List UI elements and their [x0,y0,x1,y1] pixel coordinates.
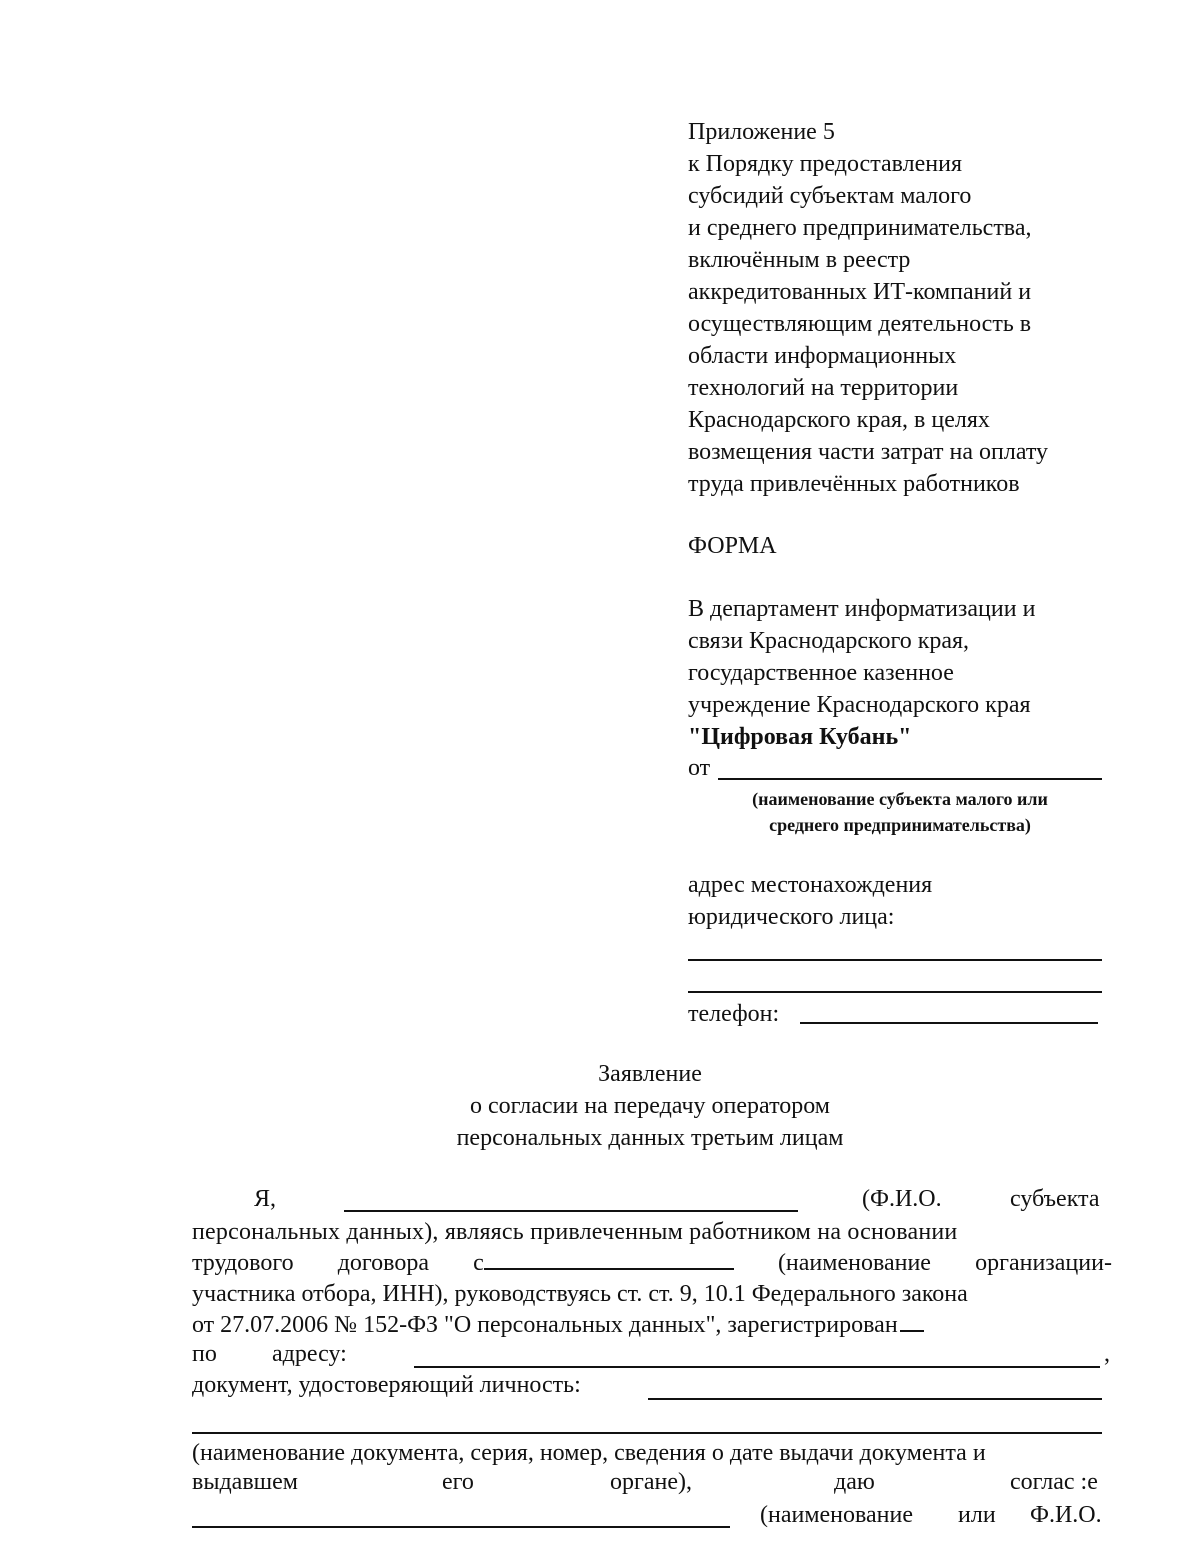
statement-title [0,1058,1200,1154]
from-underline [718,778,1102,780]
address-underline [688,959,1102,961]
appendix-line: области информационных [688,343,957,369]
address-label [688,869,1118,933]
body-l1-b: (Ф.И.О. [862,1186,942,1212]
appendix-line: Приложение 5 [688,119,835,145]
appendix-line: субсидий субъектам малого [688,183,972,209]
employer-blank [484,1250,734,1270]
appendix-line: и среднего предпринимательства, [688,215,1032,241]
addressee-line: учреждение Краснодарского края [688,692,1031,718]
body-l6-b: адресу: [272,1341,347,1367]
body-line: (наименование документа, серия, номер, сведения о дате выдачи документа и [192,1440,986,1466]
body-line: участника отбора, ИНН), руководствуясь ст. ст. 9, 10.1 Федерального закона [192,1281,968,1307]
appendix-line: к Порядку предоставления [688,151,963,177]
body-l10-b: его [442,1469,474,1495]
body-l10-e: соглас :е [1010,1469,1098,1495]
appendix-line: осуществляющим деятельность в [688,311,1032,337]
appendix-line: включённым в реестр [688,247,911,273]
appendix-line: аккредитованных ИТ-компаний и [688,279,1032,305]
from-note-line: (наименование субъекта малого или [752,789,1048,809]
appendix-line: Краснодарского края, в целях [688,407,990,433]
id-document-blank-2 [192,1432,1102,1434]
address-label-line: адрес местонахождения [688,872,933,898]
body-word: (наименование [777,1250,931,1276]
address-label-line: юридического лица: [688,904,895,930]
addressee-line: "Цифровая Кубань" [688,724,912,750]
body-l6-end: , [1104,1341,1110,1367]
from-note-line: среднего предпринимательства) [769,815,1031,835]
phone-underline [800,1022,1098,1024]
statement-title-line: Заявление [598,1061,702,1087]
addressee-line: государственное казенное [688,660,954,686]
body-l6-a: по [192,1341,217,1367]
fio-underline [344,1210,798,1212]
statement-title-line: персональных данных третьим лицам [456,1125,844,1151]
body-l11-b: или [958,1502,996,1528]
body-word: договора [337,1250,429,1276]
body-word: трудового [192,1250,294,1276]
operator-blank [192,1526,730,1528]
statement-title-line: о согласии на передачу оператором [470,1093,830,1119]
body-line [192,1310,1112,1341]
body-l10-a: выдавшем [192,1469,298,1495]
from-note [700,786,1100,838]
body-l7-a: документ, удостоверяющий личность: [192,1372,581,1398]
body-line: персональных данных), являясь привлеченным работником на основании [192,1219,958,1245]
body-l11-a: (наименование [760,1502,914,1528]
body-word-with-blank [473,1248,734,1279]
body-l1-a: Я, [254,1186,277,1212]
phone-label: телефон: [688,1001,780,1027]
form-label: ФОРМА [688,533,777,559]
gender-blank [900,1312,924,1332]
appendix-line: возмещения части затрат на оплату [688,439,1049,465]
addressee-line: В департамент информатизации и [688,596,1036,622]
body-word: организации- [975,1250,1112,1276]
body-l10-c: органе), [610,1469,692,1495]
body-line [192,1248,1112,1279]
id-document-blank [648,1398,1102,1400]
addressee-line: связи Краснодарского края, [688,628,970,654]
body-word: с [473,1250,484,1276]
body-l10-d: даю [834,1469,875,1495]
appendix-line: технологий на территории [688,375,959,401]
body-text-segment: от 27.07.2006 № 152-ФЗ "О персональных данных", зарегистрирован [192,1312,898,1338]
appendix-line: труда привлечённых работников [688,471,1020,497]
address-blank [414,1366,1100,1368]
body-l1-c: субъекта [1010,1186,1100,1212]
body-l11-c: Ф.И.О. [1030,1502,1102,1528]
appendix-block [688,116,1118,500]
address-underline [688,991,1102,993]
from-label: от [688,755,711,781]
addressee-block [688,593,1118,753]
